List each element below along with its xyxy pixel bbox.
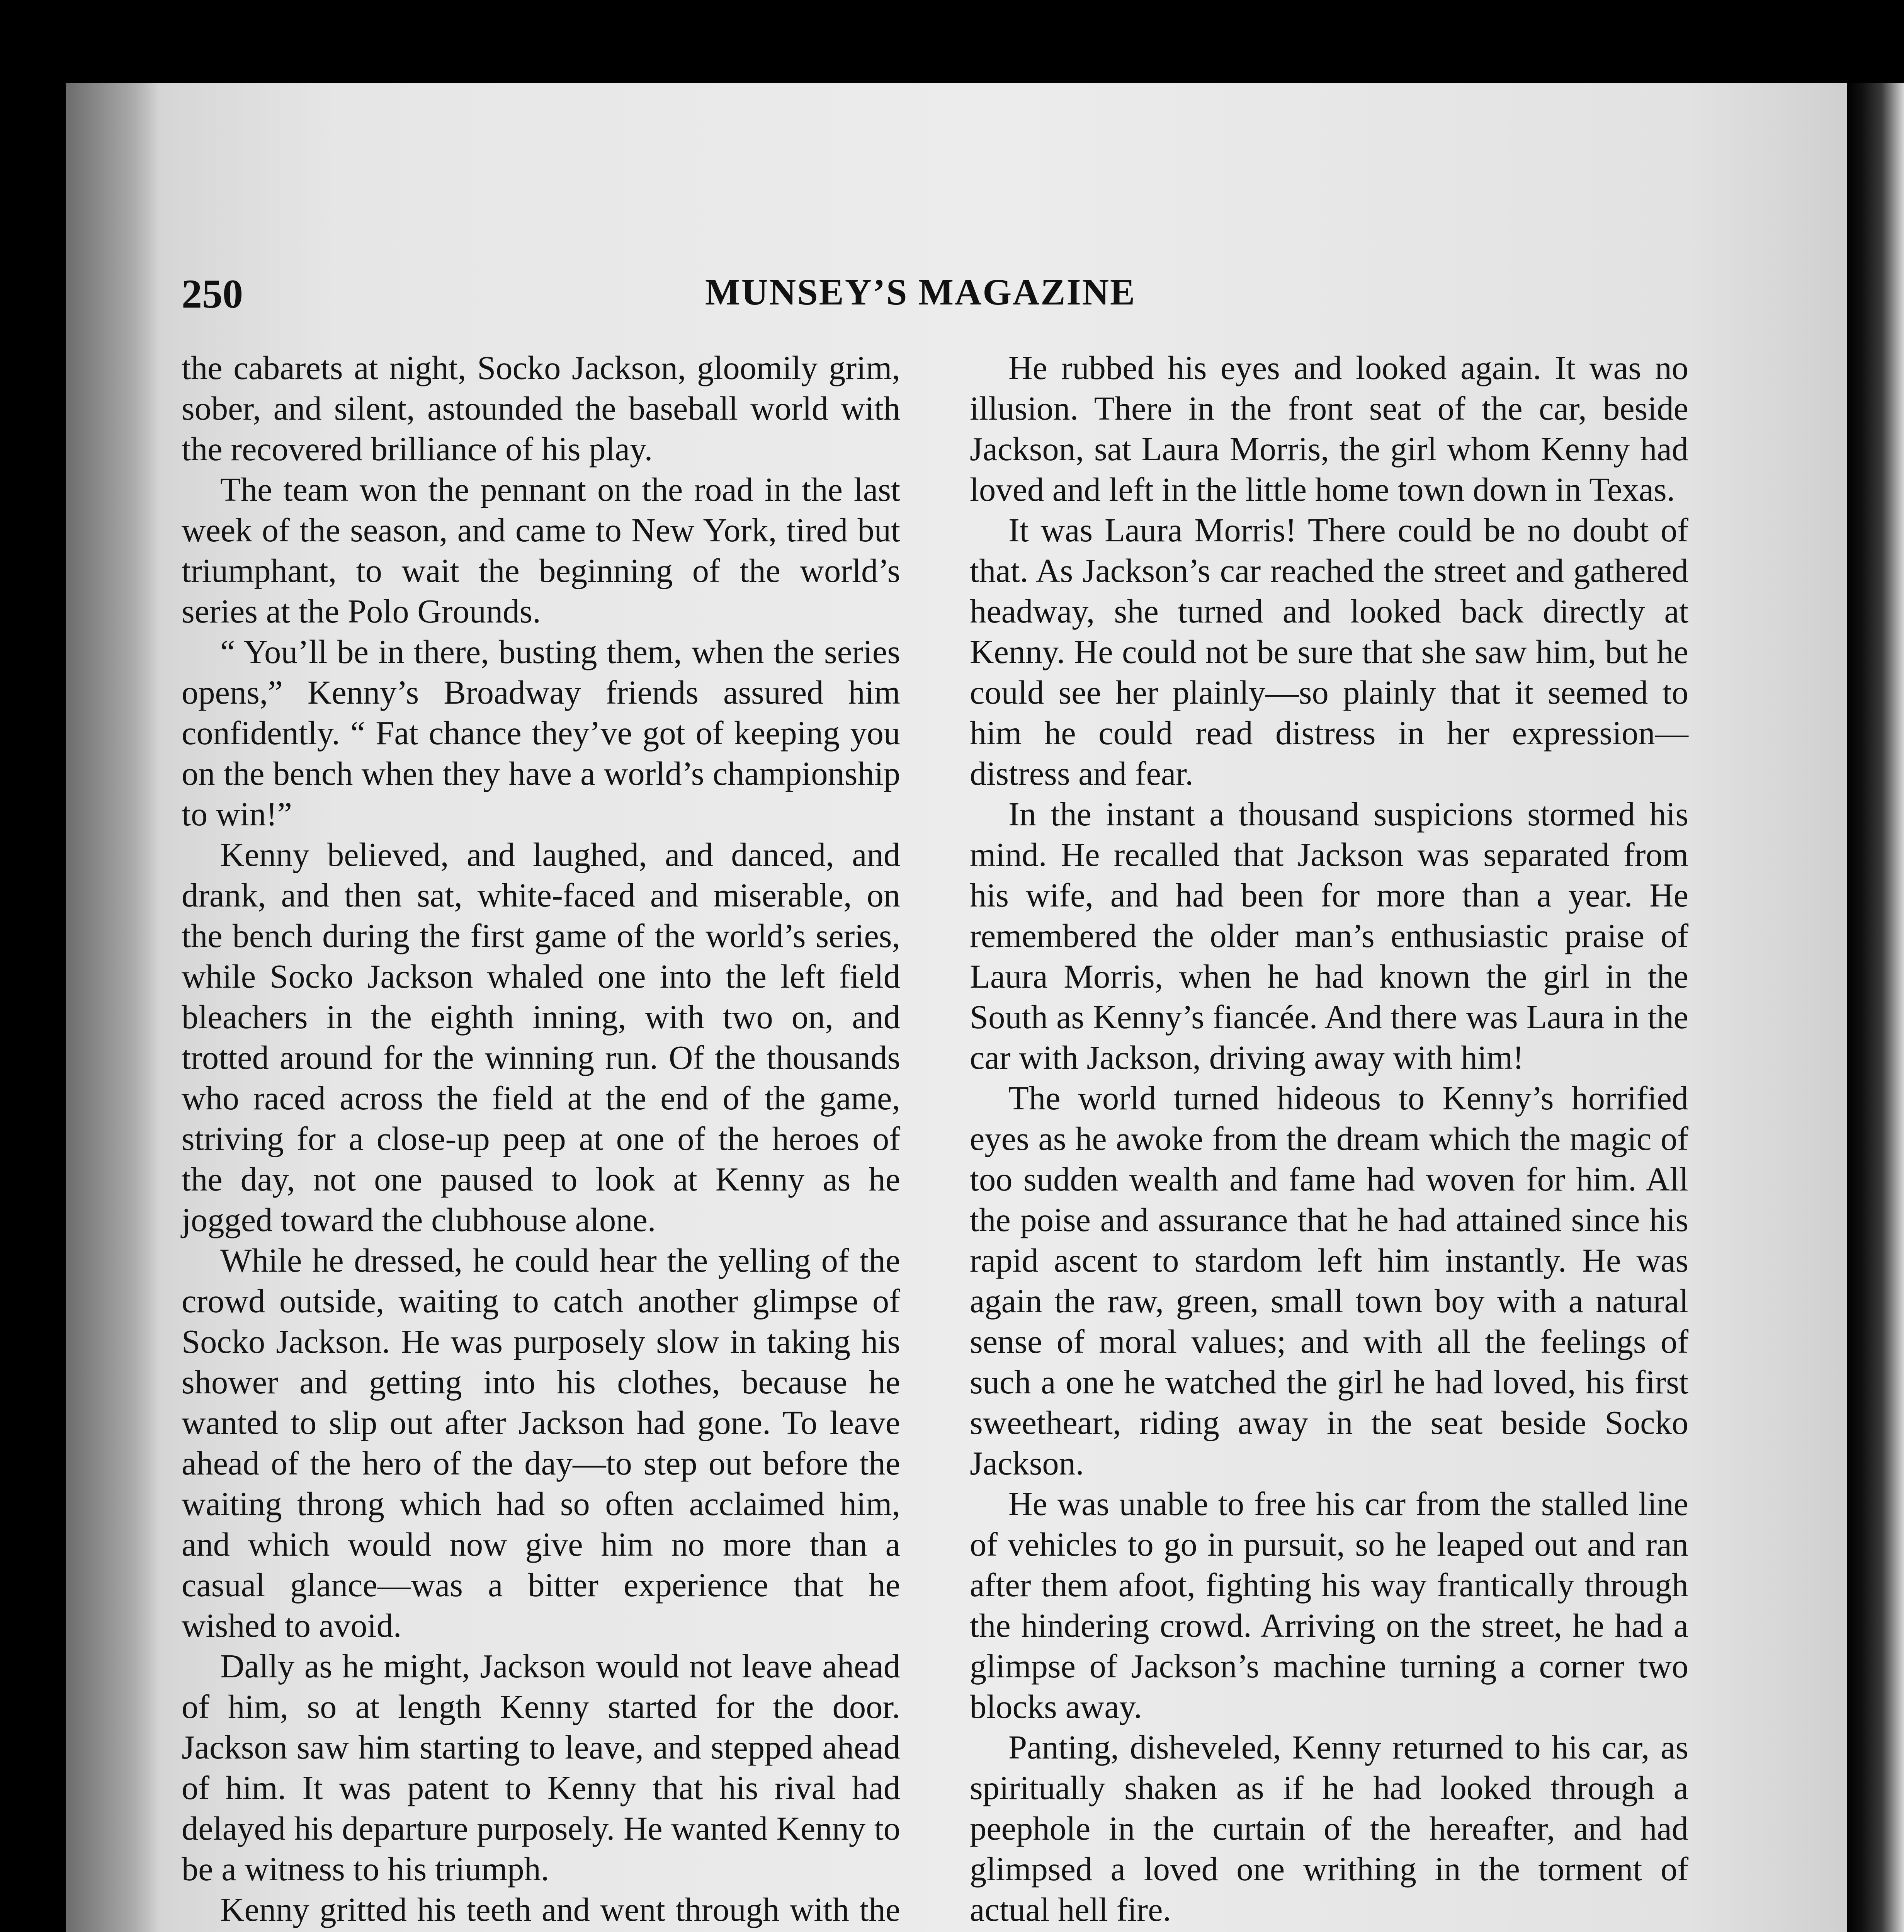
paragraph: “ You’ll be in there, busting them, when the series opens,” Kenny’s Broadway friends assured him confidently. “ Fat chance they’ve got of keeping you on the bench when they have a world’s championship to win!”	[182, 633, 900, 833]
paragraph: Dally as he might, Jackson would not leave ahead of him, so at length Kenny started for the door. Jackson saw him starting to leave, and stepped ahead of him. It was patent to Kenny that his rival had delayed his departure purposely. He wanted Kenny to be a witness to his triumph.	[182, 1648, 900, 1888]
adjacent-page-edge	[1847, 83, 1904, 1932]
article-body	[182, 348, 1688, 1932]
paragraph: He was unable to free his car from the stalled line of vehicles to go in pursuit, so he leaped out and ran after them afoot, fighting his way frantically through the hindering crowd. Arriving on the street, he had a glimpse of Jackson’s machine turning a corner two blocks away.	[970, 1485, 1688, 1725]
paragraph: The team won the pennant on the road in the last week of the season, and came to New York, tired but triumphant, to wait the beginning of the world’s series at the Polo Grounds.	[182, 471, 900, 630]
paragraph: It was Laura Morris! There could be no doubt of that. As Jackson’s car reached the street and gathered headway, she turned and looked back directly at Kenny. He could not be sure that she saw him, but he could see her plainly—so plainly that it seemed to him he could read distress in her expression—distress and fear.	[970, 512, 1688, 792]
running-head: MUNSEY’S MAGAZINE	[705, 271, 1136, 313]
paragraph: Kenny gritted his teeth and went through with the	[220, 1891, 900, 1928]
paragraph: In the instant a thousand suspicions stormed his mind. He recalled that Jackson was separated from his wife, and had been for more than a year. He remembered the older man’s enthusiastic praise of Laura Morris, when he had known the girl in the South as Kenny’s fiancée. And there was Laura in the car with Jackson, driving away with him!	[970, 796, 1688, 1076]
page-spine-shadow	[66, 83, 158, 1932]
paragraph: The world turned hideous to Kenny’s horrified eyes as he awoke from the dream which the magic of too sudden wealth and fame had woven for him. All the poise and assurance that he had attained since his rapid ascent to stardom left him instantly. He was again the raw, green, small town boy with a natural sense of moral values; and with all the feelings of such a one he watched the girl he had loved, his first sweetheart, riding away in the seat beside Socko Jackson.	[970, 1080, 1688, 1482]
paragraph: Panting, disheveled, Kenny returned to his car, as spiritually shaken as if he had looked through a peephole in the curtain of the hereafter, and had glimpsed a loved one writhing in the torment of actual hell fire.	[970, 1729, 1688, 1928]
paragraph: the cabarets at night, Socko Jackson, gloomily grim, sober, and silent, astounded the baseball world with the recovered brilliance of his play.	[182, 349, 900, 468]
paragraph: Kenny believed, and laughed, and danced, and drank, and then sat, white-faced and miserable, on the bench during the first game of the world’s series, while Socko Jackson whaled one into the left field bleachers in the eighth inning, with two on, and trotted around for the winning run. Of the thousands who raced across the field at the end of the game, striving for a close-up peep at one of the heroes of the day, not one paused to look at Kenny as he jogged toward the clubhouse alone.	[182, 836, 900, 1238]
page-number: 250	[182, 271, 243, 316]
paragraph: While he dressed, he could hear the yelling of the crowd outside, waiting to catch another glimpse of Socko Jackson. He was purposely slow in taking his shower and getting into his clothes, because he wanted to slip out after Jackson had gone. To leave ahead of the hero of the day—to step out before the waiting throng which had so often acclaimed him, and which would now give him no more than a casual glance—was a bitter experience that he wished to avoid.	[182, 1242, 900, 1644]
paragraph: He rubbed his eyes and looked again. It was no illusion. There in the front seat of the car, beside Jackson, sat Laura Morris, the girl whom Kenny had loved and left in the little home town down in Texas.	[970, 349, 1688, 508]
page-header	[182, 270, 1696, 325]
